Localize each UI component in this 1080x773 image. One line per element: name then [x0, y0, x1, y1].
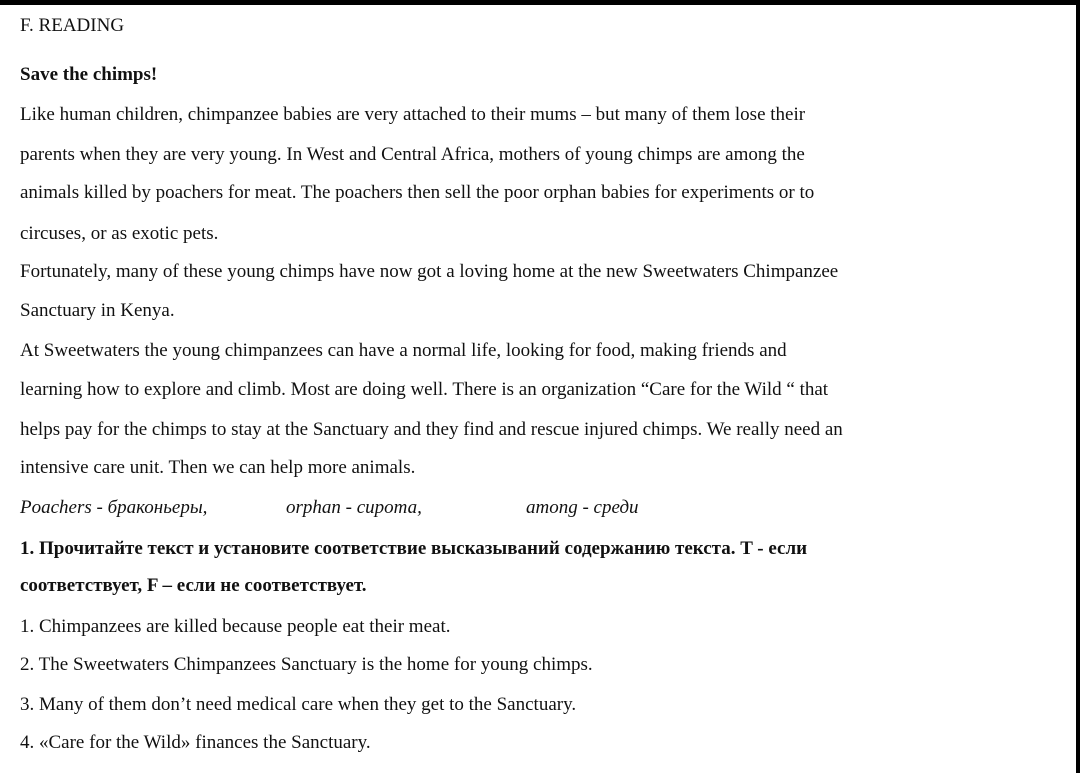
glossary — [20, 497, 720, 519]
article-line: At Sweetwaters the young chimpanzees can have a normal life, looking for food, making friends and — [20, 340, 787, 361]
article-line: helps pay for the chimps to stay at the Sanctuary and they find and rescue injured chimps. We really need an — [20, 419, 843, 440]
right-border — [1076, 0, 1080, 773]
glossary-item-orphan: orphan - сирота, — [286, 497, 422, 518]
section-header: F. READING — [20, 15, 125, 36]
glossary-item-poachers: Poachers - браконьеры, — [20, 497, 208, 518]
statement-item: 1. Chimpanzees are killed because people eat their meat. — [20, 616, 451, 637]
statement-item: 2. The Sweetwaters Chimpanzees Sanctuary is the home for young chimps. — [20, 654, 593, 675]
article-line: Like human children, chimpanzee babies are very attached to their mums – but many of them lose their — [20, 104, 806, 125]
article-line: learning how to explore and climb. Most are doing well. There is an organization “Care for the Wild “ that — [20, 379, 829, 400]
glossary-item-among: among - среди — [526, 497, 639, 518]
article-line: animals killed by poachers for meat. The poachers then sell the poor orphan babies for experiments or to — [20, 182, 815, 203]
article-line: intensive care unit. Then we can help more animals. — [20, 457, 416, 478]
statement-item: 4. «Care for the Wild» finances the Sanctuary. — [20, 732, 371, 753]
statement-item: 3. Many of them don’t need medical care when they get to the Sanctuary. — [20, 694, 577, 715]
article-line: Sanctuary in Kenya. — [20, 300, 175, 321]
task-instruction: 1. Прочитайте текст и установите соответствие высказываний содержанию текста. T - если — [20, 538, 808, 559]
article-line: circuses, or as exotic pets. — [20, 223, 219, 244]
top-border — [0, 0, 1080, 5]
article-line: parents when they are very young. In West and Central Africa, mothers of young chimps are among the — [20, 144, 805, 165]
task-instruction: соответствует, F – если не соответствует. — [20, 575, 367, 596]
article-title: Save the chimps! — [20, 64, 158, 85]
article-line: Fortunately, many of these young chimps have now got a loving home at the new Sweetwaters Chimpanzee — [20, 261, 839, 282]
